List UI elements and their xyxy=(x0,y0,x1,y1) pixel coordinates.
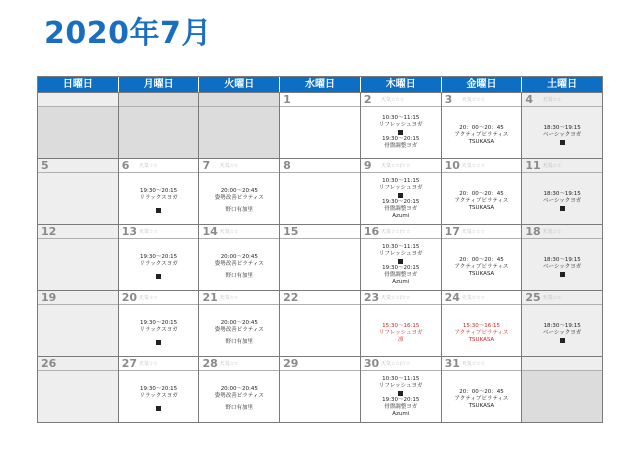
schedule-line: ベーシックヨガ xyxy=(543,197,582,204)
schedule-line: 10:30～11:15 xyxy=(382,375,420,382)
day-cell[interactable] xyxy=(279,225,360,290)
day-cell[interactable] xyxy=(118,159,199,224)
day-cell[interactable] xyxy=(521,291,602,356)
day-header xyxy=(361,159,441,173)
weather-label: 天気☆☆☆ xyxy=(461,361,486,367)
calendar-week-row xyxy=(38,356,602,422)
day-number: 31 xyxy=(444,357,460,370)
weekday-sun: 日曜日 xyxy=(62,79,93,90)
day-schedule xyxy=(361,305,441,356)
schedule-line: Azumi xyxy=(392,278,410,285)
instructor-stamp-icon xyxy=(560,272,565,277)
day-number: 18 xyxy=(525,225,541,238)
day-number: 24 xyxy=(444,291,460,304)
day-cell[interactable] xyxy=(441,93,522,158)
day-header xyxy=(119,93,199,107)
weekday-fri: 金曜日 xyxy=(441,77,522,92)
weather-label: 天気☆☆☆ xyxy=(461,295,486,301)
day-header xyxy=(119,357,199,371)
day-schedule xyxy=(280,173,360,224)
weekday-mon: 月曜日 xyxy=(118,77,199,92)
schedule-line: リラックスヨガ xyxy=(139,195,178,201)
weather-label: 天気☆☆☆ xyxy=(461,229,486,235)
schedule-line: リラックスヨガ xyxy=(139,393,178,399)
schedule-line: 10:30～11:15 xyxy=(382,243,420,250)
schedule-line: 19:30～20:15 xyxy=(139,386,178,392)
day-schedule xyxy=(119,107,199,158)
day-schedule xyxy=(522,305,602,356)
day-header xyxy=(522,225,602,239)
day-cell[interactable] xyxy=(118,357,199,422)
schedule-line: Azumi xyxy=(392,410,410,417)
instructor-stamp-icon xyxy=(560,140,565,145)
schedule-line: 20:00～20:45 xyxy=(220,188,258,194)
day-schedule xyxy=(361,173,441,224)
schedule-line: アクティブピラティス xyxy=(454,395,509,402)
day-header xyxy=(199,93,279,107)
instructor-stamp-icon xyxy=(156,274,161,279)
day-cell[interactable] xyxy=(360,159,441,224)
instructor-stamp-icon xyxy=(560,338,565,343)
day-number: 12 xyxy=(41,225,57,238)
instructor-stamp-icon xyxy=(560,206,565,211)
day-header xyxy=(38,93,118,107)
schedule-line: リフレッシュヨガ xyxy=(378,122,423,128)
day-number: 28 xyxy=(202,357,218,370)
day-schedule xyxy=(38,173,118,224)
schedule-line: リラックスヨガ xyxy=(139,327,178,333)
day-cell[interactable] xyxy=(279,357,360,422)
day-cell[interactable] xyxy=(521,93,602,158)
day-number: 15 xyxy=(283,225,299,238)
schedule-line: TSUKASA xyxy=(468,204,495,211)
page-title: 2020年7月 xyxy=(44,16,212,51)
day-number: 1 xyxy=(283,93,291,106)
schedule-line: 10:30～11:15 xyxy=(382,177,420,184)
weather-label: 天気☆☆ xyxy=(138,163,158,169)
day-schedule xyxy=(280,371,360,422)
day-cell[interactable] xyxy=(521,159,602,224)
schedule-line: ベーシックヨガ xyxy=(543,263,582,270)
day-schedule xyxy=(280,305,360,356)
day-header xyxy=(280,291,360,305)
day-cell[interactable] xyxy=(441,225,522,290)
day-number: 3 xyxy=(444,93,453,106)
schedule-line: 19:30～20:15 xyxy=(139,320,178,326)
day-header xyxy=(199,291,279,305)
schedule-line: TSUKASA xyxy=(468,138,495,145)
weather-label: 天気☆☆ xyxy=(219,361,239,367)
schedule-line: TSUKASA xyxy=(468,270,495,277)
day-header xyxy=(442,159,522,173)
schedule-line: 20：00～20：45 xyxy=(459,124,504,131)
schedule-line: アクティブピラティス xyxy=(454,197,509,204)
day-header xyxy=(442,357,522,371)
day-schedule xyxy=(38,371,118,422)
day-header xyxy=(522,159,602,173)
day-schedule xyxy=(119,305,199,356)
calendar-week-row xyxy=(38,158,602,224)
day-number: 27 xyxy=(121,357,138,370)
schedule-line: 10:30～11:15 xyxy=(382,115,420,121)
day-cell[interactable] xyxy=(38,357,118,422)
day-schedule xyxy=(522,107,602,158)
day-schedule xyxy=(522,239,602,290)
day-number: 21 xyxy=(202,291,218,304)
day-cell[interactable] xyxy=(38,93,118,158)
day-schedule xyxy=(442,239,522,290)
schedule-line: 姿勢改善ピラティス xyxy=(214,393,264,399)
day-header xyxy=(38,159,118,173)
weekday-sat: 土曜日 xyxy=(521,77,602,92)
day-schedule xyxy=(280,107,360,158)
schedule-line: Azumi xyxy=(392,212,410,219)
day-schedule xyxy=(199,107,279,158)
day-header xyxy=(522,291,602,305)
day-number: 8 xyxy=(283,159,291,172)
schedule-line: リフレッシュヨガ xyxy=(378,329,423,336)
schedule-line: 野口有加里 xyxy=(225,207,254,213)
schedule-line: 骨盤調整ヨガ xyxy=(384,271,418,278)
schedule-line: 野口有加里 xyxy=(225,273,254,279)
day-schedule xyxy=(361,239,441,290)
day-cell[interactable] xyxy=(118,93,199,158)
instructor-stamp-icon xyxy=(398,193,403,198)
schedule-line: 15:30～16:15 xyxy=(382,322,420,329)
day-schedule xyxy=(522,173,602,224)
day-cell[interactable] xyxy=(198,93,279,158)
day-number: 19 xyxy=(41,291,57,304)
day-number: 10 xyxy=(444,159,460,172)
weather-label: 天気☆☆ xyxy=(138,229,158,235)
calendar-weeks xyxy=(38,92,602,422)
day-schedule xyxy=(361,107,441,158)
day-schedule xyxy=(119,239,199,290)
day-cell[interactable] xyxy=(38,291,118,356)
schedule-line: 野口有加里 xyxy=(225,405,254,411)
day-cell[interactable] xyxy=(441,291,522,356)
schedule-line: リフレッシュヨガ xyxy=(378,382,423,389)
schedule-line: TSUKASA xyxy=(468,402,495,409)
calendar-week-row xyxy=(38,290,602,356)
schedule-line: 18:30～19:15 xyxy=(543,256,581,263)
day-schedule xyxy=(119,173,199,224)
schedule-line: 20：00～20：45 xyxy=(459,256,504,263)
calendar-week-row xyxy=(38,224,602,290)
day-schedule xyxy=(442,107,522,158)
day-header xyxy=(199,357,279,371)
day-cell[interactable] xyxy=(198,291,279,356)
schedule-line: 凛 xyxy=(397,336,404,343)
day-cell[interactable] xyxy=(198,159,279,224)
weekday-thu: 木曜日 xyxy=(360,77,441,92)
day-schedule xyxy=(38,305,118,356)
day-schedule xyxy=(280,239,360,290)
schedule-line: 20:00～20:45 xyxy=(220,386,258,392)
day-cell[interactable] xyxy=(198,357,279,422)
day-number: 14 xyxy=(202,225,218,238)
day-header xyxy=(119,291,199,305)
day-number: 26 xyxy=(41,357,57,370)
day-cell[interactable] xyxy=(279,159,360,224)
day-number: 4 xyxy=(525,93,533,106)
day-schedule xyxy=(199,305,279,356)
schedule-line: ベーシックヨガ xyxy=(543,131,582,138)
day-header xyxy=(522,357,602,371)
day-schedule xyxy=(119,371,199,422)
day-cell[interactable] xyxy=(360,93,441,158)
schedule-line: 20：00～20：45 xyxy=(459,190,504,197)
day-cell[interactable] xyxy=(360,357,441,422)
day-number: 25 xyxy=(525,291,541,304)
schedule-line: 18:30～19:15 xyxy=(543,190,581,197)
day-header xyxy=(280,93,360,107)
schedule-line: 姿勢改善ピラティス xyxy=(214,261,264,267)
day-header xyxy=(442,291,522,305)
schedule-line: リフレッシュヨガ xyxy=(378,184,423,191)
weather-label: 天気☆☆☆ xyxy=(461,163,486,169)
weather-label: 天気☆☆/☆☆ xyxy=(380,361,411,367)
schedule-line: 18:30～19:15 xyxy=(543,322,581,329)
day-number: 16 xyxy=(363,225,380,238)
day-cell[interactable] xyxy=(360,291,441,356)
schedule-line: 骨盤調整ヨガ xyxy=(384,403,418,410)
day-header xyxy=(38,291,118,305)
schedule-line: 骨盤調整ヨガ xyxy=(384,205,418,212)
schedule-line: 19:30～20:15 xyxy=(139,254,178,260)
day-header xyxy=(361,357,441,371)
schedule-line: 野口有加里 xyxy=(225,339,254,345)
instructor-stamp-icon xyxy=(398,130,403,135)
day-header xyxy=(522,93,602,107)
weather-label: 天気☆☆/☆☆ xyxy=(380,295,411,301)
day-number: 7 xyxy=(202,159,211,172)
day-cell[interactable] xyxy=(521,357,602,422)
day-number: 6 xyxy=(121,159,130,172)
day-number: 9 xyxy=(363,159,372,172)
day-number: 5 xyxy=(41,159,49,172)
weather-label: 天気☆☆ xyxy=(219,295,239,301)
schedule-line: 20:00～20:45 xyxy=(220,320,258,326)
day-schedule xyxy=(442,371,522,422)
day-header xyxy=(38,225,118,239)
day-schedule xyxy=(199,371,279,422)
instructor-stamp-icon xyxy=(156,406,161,411)
day-schedule xyxy=(38,239,118,290)
day-number: 30 xyxy=(363,357,380,370)
day-cell[interactable] xyxy=(279,291,360,356)
instructor-stamp-icon xyxy=(156,340,161,345)
weekday-tue: 火曜日 xyxy=(198,77,279,92)
day-number: 22 xyxy=(283,291,299,304)
instructor-stamp-icon xyxy=(156,208,161,213)
schedule-line: 姿勢改善ピラティス xyxy=(214,195,264,201)
schedule-line: TSUKASA xyxy=(468,336,495,343)
day-header xyxy=(361,93,441,107)
weather-label: 天気☆☆☆ xyxy=(380,97,405,103)
weather-label: 天気☆☆☆ xyxy=(461,97,486,103)
schedule-line: 18:30～19:15 xyxy=(543,124,581,131)
day-schedule xyxy=(199,239,279,290)
day-header xyxy=(280,225,360,239)
schedule-line: 15:30～16:15 xyxy=(462,322,501,329)
day-cell[interactable] xyxy=(279,93,360,158)
day-cell[interactable] xyxy=(441,357,522,422)
weekday-wed: 水曜日 xyxy=(279,77,360,92)
schedule-line: 19:30～20:15 xyxy=(382,396,420,403)
day-header xyxy=(280,357,360,371)
calendar-grid xyxy=(37,76,603,423)
day-header xyxy=(442,93,522,107)
schedule-line: リフレッシュヨガ xyxy=(378,250,423,257)
day-schedule xyxy=(442,173,522,224)
day-schedule xyxy=(361,371,441,422)
weather-label: 天気☆☆/☆☆ xyxy=(380,163,411,169)
schedule-line: アクティブピラティス xyxy=(454,329,509,336)
schedule-line: 19:30～20:15 xyxy=(382,136,420,142)
schedule-line: リラックスヨガ xyxy=(139,261,178,267)
day-cell[interactable] xyxy=(441,159,522,224)
instructor-stamp-icon xyxy=(398,391,403,396)
day-header xyxy=(119,225,199,239)
weather-label: 天気☆☆ xyxy=(138,361,158,367)
day-number: 23 xyxy=(363,291,380,304)
day-cell[interactable] xyxy=(118,225,199,290)
schedule-line: 20:00～20:45 xyxy=(220,254,258,260)
weather-label: 天気☆☆ xyxy=(542,295,562,301)
day-schedule xyxy=(38,107,118,158)
schedule-line: 19:30～20:15 xyxy=(382,198,420,205)
schedule-line: 19:30～20:15 xyxy=(139,188,178,194)
day-schedule xyxy=(442,305,522,356)
weather-label: 天気☆☆ xyxy=(219,163,239,169)
day-header xyxy=(361,225,441,239)
day-number: 2 xyxy=(363,93,372,106)
day-cell[interactable] xyxy=(521,225,602,290)
day-schedule xyxy=(199,173,279,224)
day-number: 29 xyxy=(283,357,299,370)
calendar-week-row xyxy=(38,92,602,158)
day-cell[interactable] xyxy=(38,159,118,224)
weather-label: 天気☆☆/☆☆ xyxy=(380,229,411,235)
day-header xyxy=(199,225,279,239)
schedule-line: 19:30～20:15 xyxy=(382,264,420,271)
day-schedule xyxy=(522,371,602,422)
day-header xyxy=(38,357,118,371)
schedule-line: アクティブピラティス xyxy=(454,131,509,138)
day-cell[interactable] xyxy=(198,225,279,290)
day-number: 20 xyxy=(121,291,138,304)
weekday-header xyxy=(38,77,602,92)
day-number: 11 xyxy=(525,159,541,172)
schedule-line: 姿勢改善ピラティス xyxy=(214,327,264,333)
schedule-line: 20：00～20：45 xyxy=(459,388,504,395)
day-number: 17 xyxy=(444,225,460,238)
weather-label: 天気☆☆ xyxy=(542,163,562,169)
weather-label: 天気☆☆ xyxy=(138,295,158,301)
day-header xyxy=(280,159,360,173)
day-header xyxy=(442,225,522,239)
day-header xyxy=(119,159,199,173)
day-cell[interactable] xyxy=(118,291,199,356)
day-header xyxy=(199,159,279,173)
day-number: 13 xyxy=(121,225,138,238)
day-header xyxy=(361,291,441,305)
weather-label: 天気☆☆ xyxy=(219,229,239,235)
instructor-stamp-icon xyxy=(398,259,403,264)
schedule-line: ベーシックヨガ xyxy=(543,329,582,336)
schedule-line: 骨盤調整ヨガ xyxy=(384,143,418,149)
schedule-line: アクティブピラティス xyxy=(454,263,509,270)
weather-label: 天気☆☆ xyxy=(542,97,562,103)
day-cell[interactable] xyxy=(360,225,441,290)
day-cell[interactable] xyxy=(38,225,118,290)
weather-label: 天気☆☆ xyxy=(542,229,562,235)
